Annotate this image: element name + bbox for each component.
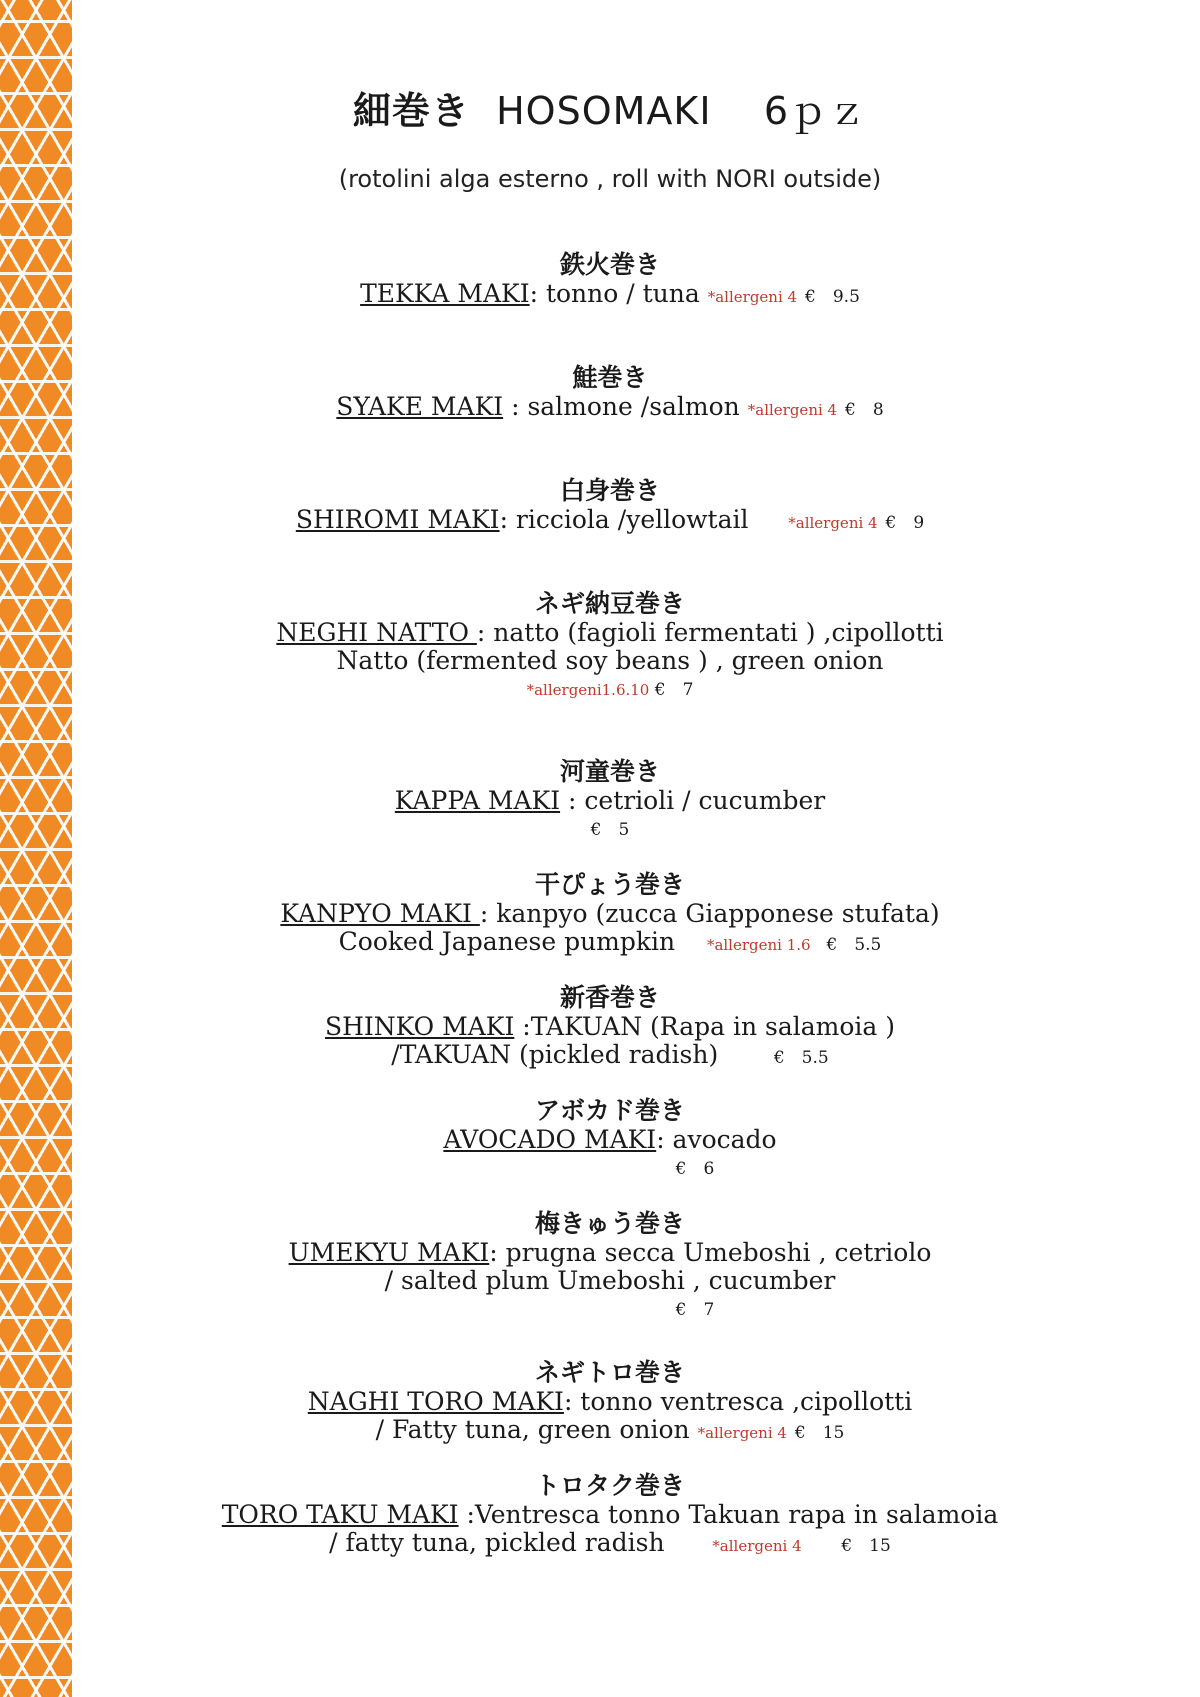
- item-japanese-name: アボカド巻き: [534, 1096, 685, 1125]
- item-name: SHINKO MAKI: [325, 1012, 515, 1041]
- item-line-2: [110, 1416, 1110, 1447]
- item-description: : salmone /salmon: [503, 392, 740, 421]
- item-allergen: *allergeni 4: [788, 514, 878, 532]
- item-name: NEGHI NATTO: [276, 618, 477, 647]
- item-name: TORO TAKU MAKI: [221, 1500, 459, 1529]
- item-price-line: [110, 675, 1110, 705]
- item-description: : kanpyo (zucca Giapponese stufata): [479, 899, 940, 928]
- item-japanese-name: 新香巻き: [559, 983, 660, 1012]
- item-japanese-name: 白身巻き: [559, 476, 660, 505]
- item-line-1: [110, 506, 1110, 537]
- menu-item-shinko: [110, 983, 1110, 1072]
- item-japanese-name: 干ぴょう巻き: [534, 870, 685, 899]
- page-subtitle: (rotolini alga esterno , roll with NORI outside): [338, 165, 882, 193]
- menu-item-naghi-toro: [110, 1358, 1110, 1447]
- item-japanese-name: 梅きゅう巻き: [534, 1209, 685, 1238]
- title-english: HOSOMAKI: [496, 89, 712, 133]
- item-line-1: [110, 787, 1110, 815]
- item-description: : cetrioli / cucumber: [560, 786, 826, 815]
- item-name: UMEKYU MAKI: [288, 1238, 490, 1267]
- item-description: :Ventresca tonno Takuan rapa in salamoia: [458, 1500, 999, 1529]
- menu-item-avocado: [110, 1096, 1110, 1184]
- menu-item-umekyu: [110, 1209, 1110, 1325]
- item-japanese-name: ネギ納豆巻き: [534, 589, 685, 618]
- item-price: € 5.5: [773, 1048, 829, 1068]
- menu-item-syake: [110, 363, 1110, 424]
- menu-item-neghi-natto: [110, 589, 1110, 705]
- item-line-1: [110, 1239, 1110, 1267]
- item-line-1: [110, 393, 1110, 424]
- item-allergen: *allergeni 4: [712, 1537, 802, 1555]
- item-name: AVOCADO MAKI: [443, 1125, 657, 1154]
- item-allergen: *allergeni 4: [747, 401, 838, 419]
- item-description: : natto (fagioli fermentati ) ,cipollotti: [476, 618, 944, 647]
- item-line-1: [110, 280, 1110, 311]
- item-japanese-name: トロタク巻き: [534, 1471, 685, 1500]
- item-allergen: *allergeni 1.6: [706, 936, 811, 954]
- item-price: € 6: [675, 1159, 715, 1179]
- item-description: : ricciola /yellowtail: [499, 505, 749, 534]
- item-description-2: / Fatty tuna, green onion: [375, 1415, 690, 1444]
- item-line-2: / salted plum Umeboshi , cucumber: [384, 1266, 836, 1295]
- item-price: € 7: [675, 1300, 715, 1320]
- item-description: : avocado: [656, 1125, 777, 1154]
- decorative-border-pattern: [0, 0, 72, 1697]
- item-price: € 9.5: [805, 287, 860, 307]
- menu-item-toro-taku: [110, 1471, 1110, 1560]
- item-price: € 5: [590, 820, 630, 840]
- item-name: KAPPA MAKI: [394, 786, 561, 815]
- item-name: TEKKA MAKI: [360, 279, 530, 308]
- item-description: :TAKUAN (Rapa in salamoia ): [514, 1012, 895, 1041]
- item-description: : prugna secca Umeboshi , cetriolo: [489, 1238, 932, 1267]
- item-japanese-name: 鉄火巻き: [559, 250, 660, 279]
- item-japanese-name: 鮭巻き: [572, 363, 648, 392]
- item-name: SYAKE MAKI: [336, 392, 504, 421]
- item-line-1: [110, 1126, 1110, 1154]
- item-description: : tonno ventresca ,cipollotti: [563, 1387, 913, 1416]
- item-price: € 7: [654, 680, 694, 700]
- item-name: KANPYO MAKI: [280, 899, 480, 928]
- item-allergen: *allergeni1.6.10: [526, 681, 650, 699]
- item-description-2: Cooked Japanese pumpkin: [338, 927, 676, 956]
- item-line-1: [110, 619, 1110, 647]
- item-name: NAGHI TORO MAKI: [307, 1387, 564, 1416]
- item-line-2: Natto (fermented soy beans ) , green onion: [336, 646, 884, 675]
- item-price: € 5.5: [826, 935, 882, 955]
- item-price: € 15: [841, 1536, 891, 1556]
- item-allergen: *allergeni 4: [697, 1424, 787, 1442]
- menu-item-tekka: [110, 250, 1110, 311]
- item-line-1: [110, 1501, 1110, 1529]
- item-price: € 9: [885, 513, 925, 533]
- item-line-2: [110, 928, 1110, 959]
- item-description-2: / fatty tuna, pickled radish: [329, 1528, 665, 1557]
- item-price: € 15: [794, 1423, 845, 1443]
- item-japanese-name: 河童巻き: [559, 757, 660, 786]
- title-japanese: 細巻き: [352, 89, 470, 133]
- menu-item-kappa: [110, 757, 1110, 845]
- item-line-2: [110, 1529, 1110, 1560]
- menu-item-kanpyo: [110, 870, 1110, 959]
- item-japanese-name: ネギトロ巻き: [534, 1358, 685, 1387]
- item-name: SHIROMI MAKI: [295, 505, 500, 534]
- item-price: € 8: [845, 400, 884, 420]
- page-title: [110, 80, 1110, 135]
- item-line-2: [110, 1041, 1110, 1072]
- item-line-1: [110, 1013, 1110, 1041]
- item-description: : tonno / tuna: [529, 279, 700, 308]
- item-line-1: [110, 900, 1110, 928]
- item-line-1: [110, 1388, 1110, 1416]
- item-allergen: *allergeni 4: [707, 288, 798, 306]
- title-pieces: 6ｐｚ: [763, 89, 868, 133]
- item-description-2: /TAKUAN (pickled radish): [391, 1040, 719, 1069]
- menu-item-shiromi: [110, 476, 1110, 537]
